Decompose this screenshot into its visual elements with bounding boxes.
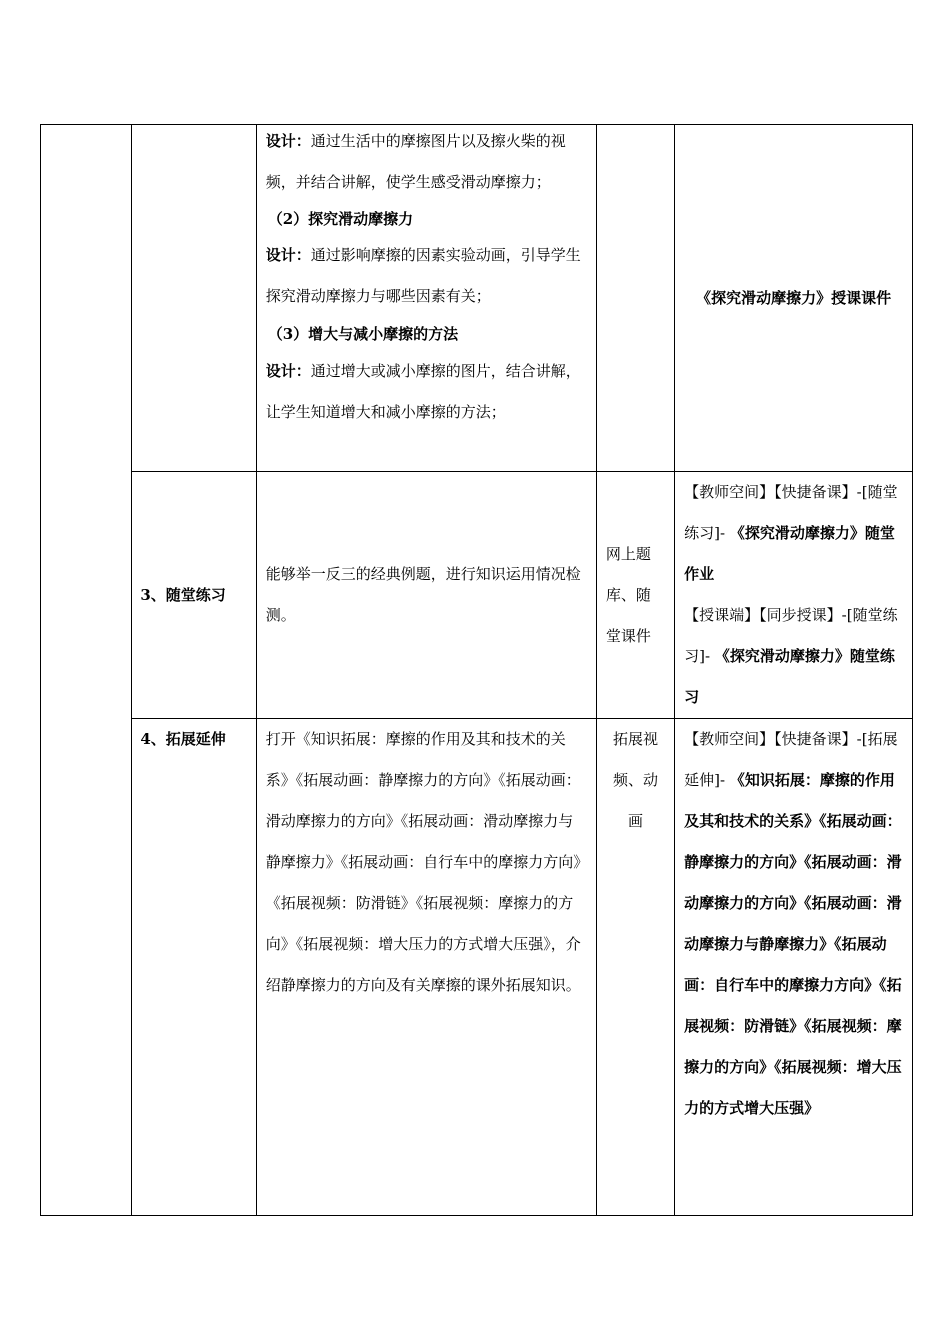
design-text: 通过影响摩擦的因素实验动画，引导学生探究滑动摩擦力与哪些因素有关；	[265, 246, 581, 305]
resource-title: 《探究滑动摩擦力》随堂练习	[684, 647, 895, 706]
media-cell: 拓展视频、动画	[596, 719, 674, 1216]
design-label: 设计：	[265, 246, 311, 264]
design-text: 通过生活中的摩擦图片以及擦火柴的视频，并结合讲解，使学生感受滑动摩擦力；	[265, 132, 566, 191]
content-cell: 能够举一反三的经典例题，进行知识运用情况检测。	[256, 472, 596, 719]
lesson-table-page	[40, 124, 913, 1204]
resource-path: -[拓展延伸]-	[684, 730, 898, 789]
resource-path: 【授课端】【同步授课】	[684, 606, 842, 624]
resource-title: 《知识拓展：摩擦的作用及其和技术的关系》《拓展动画：静摩擦力的方向》《拓展动画：滑动摩擦力的方向》《拓展动画：滑动摩擦力与静摩擦力》《拓展动画：自行车中的摩擦力方向》《拓展视频：防滑链》《拓展视频：摩擦力的方向》《拓展视频：增大压力的方式增大压强》	[684, 771, 902, 1117]
step-cell: 3、随堂练习	[132, 472, 256, 719]
step-cell: 4、拓展延伸	[132, 719, 256, 1216]
design-label: 设计：	[265, 362, 311, 380]
resource-cell	[675, 472, 913, 719]
sub-heading: （3）增大与减小摩擦的方法	[267, 325, 459, 343]
media-cell: 网上题库、随堂课件	[596, 472, 674, 719]
sub-heading: （2）探究滑动摩擦力	[267, 210, 414, 228]
content-cell	[256, 125, 596, 472]
merged-left-cell	[41, 125, 132, 1216]
resource-title: 《探究滑动摩擦力》随堂作业	[684, 524, 895, 583]
content-cell: 打开《知识拓展：摩擦的作用及其和技术的关系》《拓展动画：静摩擦力的方向》《拓展动画：滑动摩擦力的方向》《拓展动画：滑动摩擦力与静摩擦力》《拓展动画：自行车中的摩擦力方向》《拓展视频：防滑链》《拓展视频：摩擦力的方向》《拓展视频：增大压力的方式增大压强》，介绍静摩擦力的方向及有关摩擦的课外拓展知识。	[256, 719, 596, 1216]
resource-path: 【教师空间】【快捷备课】	[684, 730, 857, 748]
lesson-plan-table	[40, 124, 913, 1216]
resource-path: 【教师空间】【快捷备课】	[684, 483, 857, 501]
resource-path: -[随堂练习]-	[684, 606, 898, 665]
table-row	[41, 719, 913, 1216]
resource-path: -[随堂练习]-	[684, 483, 898, 542]
table-row	[41, 472, 913, 719]
table-row	[41, 125, 913, 472]
design-text: 通过增大或减小摩擦的图片，结合讲解，让学生知道增大和减小摩擦的方法；	[265, 362, 581, 421]
resource-cell	[675, 719, 913, 1216]
media-cell-empty	[596, 125, 674, 472]
design-label: 设计：	[265, 132, 311, 150]
step-cell-empty	[132, 125, 256, 472]
resource-cell: 《探究滑动摩擦力》授课课件	[675, 125, 913, 472]
